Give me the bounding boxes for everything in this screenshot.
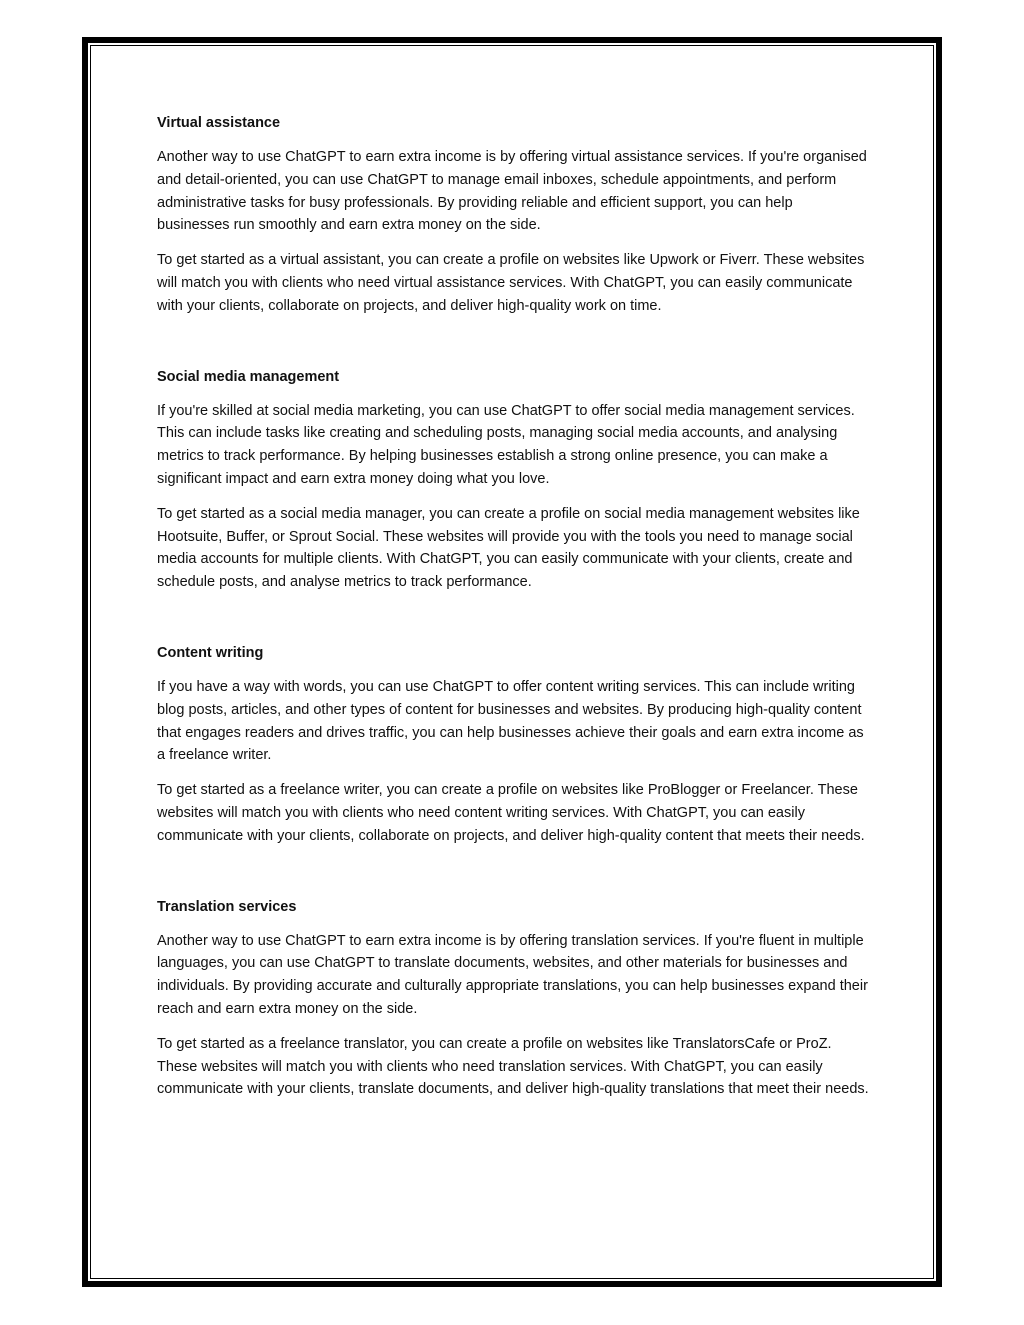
section-translation-services [157, 896, 869, 1102]
section-social-media-management [157, 366, 869, 594]
section-heading: Virtual assistance [157, 115, 281, 131]
paragraph: To get started as a freelance writer, you can create a profile on websites like ProBlogger or Freelancer. These websites will match you with clients who need content writing services. With ChatGPT, you can easily communicate with your clients, collaborate on projects, and deliver high-quality content that meets their needs. [157, 782, 865, 844]
section-heading: Translation services [157, 898, 297, 915]
section-heading: Social media management [157, 368, 340, 385]
paragraph: Another way to use ChatGPT to earn extra income is by offering translation services. If you're fluent in multiple languages, you can use ChatGPT to translate documents, websites, and other materials for businesses and individuals. By providing accurate and culturally appropriate translations, you can help businesses expand their reach and earn extra money on the side. [157, 932, 868, 1017]
paragraph: Another way to use ChatGPT to earn extra income is by offering virtual assistance services. If you're organised and detail-oriented, you can use ChatGPT to manage email inboxes, schedule appointments, and perform administrative tasks for busy professionals. By providing reliable and efficient support, you can help businesses run smoothly and earn extra money on the side. [157, 149, 867, 234]
paragraph: To get started as a virtual assistant, you can create a profile on websites like Upwork or Fiverr. These websites will match you with clients who need virtual assistance services. With ChatGPT, you can easily communicate with your clients, collaborate on projects, and deliver high-quality work on time. [157, 252, 865, 314]
paragraph: If you're skilled at social media marketing, you can use ChatGPT to offer social media management services. This can include tasks like creating and scheduling posts, managing social media accounts, and analysing metrics to track performance. By helping businesses establish a strong online presence, you can make a significant impact and earn extra money doing what you love. [157, 402, 855, 487]
section-virtual-assistance [157, 112, 869, 318]
paragraph: To get started as a freelance translator, you can create a profile on websites like TranslatorsCafe or ProZ. These websites will match you with clients who need translation services. With ChatGPT, you can easily communicate with your clients, translate documents, and deliver high-quality translations that meet their needs. [157, 1035, 869, 1098]
paragraph: If you have a way with words, you can use ChatGPT to offer content writing services. This can include writing blog posts, articles, and other types of content for businesses and websites. By producing high-quality content that engages readers and drives traffic, you can help businesses achieve their goals and earn extra income as a freelance writer. [157, 678, 864, 764]
document-body [157, 112, 869, 1101]
paragraph: To get started as a social media manager, you can create a profile on social media management websites like Hootsuite, Buffer, or Sprout Social. These websites will provide you with the tools you need to manage social media accounts for multiple clients. With ChatGPT, you can easily communicate with your clients, create and schedule posts, and analyse metrics to track performance. [157, 505, 860, 591]
section-heading: Content writing [157, 644, 264, 661]
section-content-writing [157, 642, 869, 848]
